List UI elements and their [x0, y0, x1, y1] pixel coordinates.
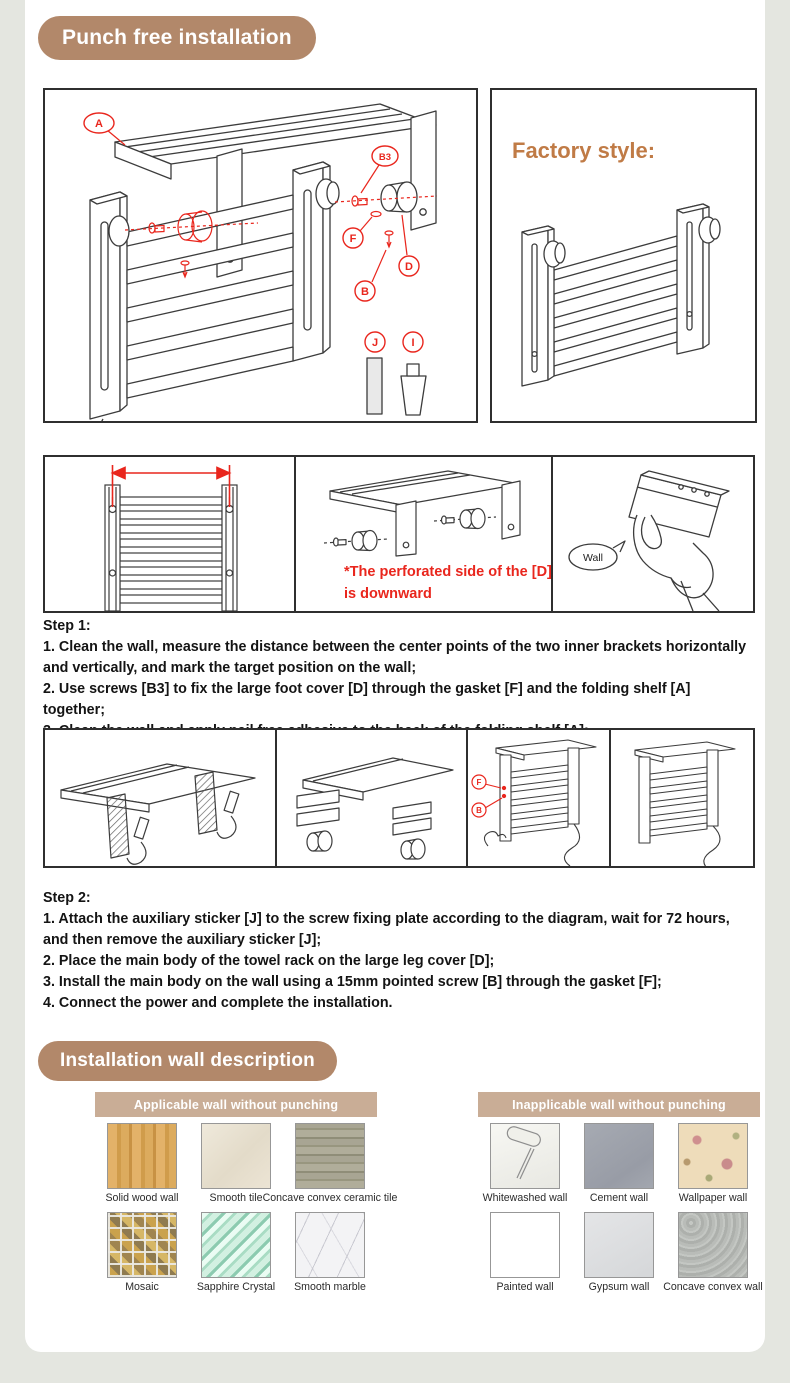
apply-adhesive-illustration [45, 730, 271, 866]
wall-label: Painted wall [496, 1281, 554, 1293]
step2-item-2: 2. Place the main body of the towel rack on the large leg cover [D]; [43, 953, 495, 969]
wall-swatch-smooth-tile [201, 1123, 271, 1204]
wall-label: Gypsum wall [588, 1281, 650, 1293]
step1-item-2: 2. Use screws [B3] to fix the large foot cover [D] through the gasket [F] and the folding shelf [A] together; [43, 681, 691, 718]
section-title-punch-free-label: Punch free installation [62, 26, 292, 49]
ceramic-tile-texture [295, 1123, 365, 1189]
place-covers-panel [275, 730, 466, 866]
wall-label: Smooth tile [209, 1192, 263, 1204]
factory-style-panel [490, 88, 757, 423]
paint-roller-icon [491, 1124, 559, 1188]
wall-swatch-cement [584, 1123, 654, 1204]
wall-bubble-label: Wall [582, 552, 604, 564]
step1-instructions [43, 616, 755, 742]
wall-swatch-painted [490, 1212, 560, 1293]
sapphire-crystal-texture [201, 1212, 271, 1278]
finished-install-panel [609, 730, 753, 866]
wall-swatch-solid-wood [105, 1123, 178, 1204]
wall-swatch-sapphire-crystal [197, 1212, 275, 1293]
wall-label: Sapphire Crystal [196, 1281, 276, 1293]
step2-item-3: 3. Install the main body on the wall using a 15mm pointed screw [B] through the gasket [F]; [43, 974, 662, 990]
press-to-wall-panel [551, 457, 753, 611]
callout-j: J [371, 337, 379, 349]
wall-label: Concave convex wall [663, 1281, 763, 1293]
section-title-wall-description [38, 1041, 337, 1081]
place-covers-illustration [277, 730, 464, 866]
wall-label: Smooth marble [294, 1281, 366, 1293]
content-card [25, 0, 765, 1352]
painted-texture [490, 1212, 560, 1278]
wall-swatch-wallpaper [678, 1123, 748, 1204]
wallpaper-texture [678, 1123, 748, 1189]
step1-item-1: 1. Clean the wall, measure the distance between the center points of the two inner brackets horizontally and vertically, and mark the target position on the wall; [43, 639, 747, 676]
inapplicable-walls-grid [478, 1123, 763, 1293]
cement-texture [584, 1123, 654, 1189]
step2-instructions [43, 888, 755, 1014]
factory-style-illustration [492, 182, 755, 412]
wall-label: Cement wall [589, 1192, 649, 1204]
callout-b: B [361, 286, 369, 298]
wall-label: Whitewashed wall [482, 1192, 568, 1204]
step2-item-4: 4. Connect the power and complete the installation. [43, 995, 393, 1011]
smooth-tile-texture [201, 1123, 271, 1189]
callout-f: F [349, 233, 357, 245]
step2-diagram-row [43, 728, 755, 868]
wall-label: Solid wood wall [105, 1192, 179, 1204]
exploded-diagram-panel [43, 88, 478, 423]
wall-swatch-smooth-marble [294, 1212, 366, 1293]
wall-label: Mosaic [125, 1281, 159, 1293]
measure-distance-panel [45, 457, 294, 611]
wall-swatch-whitewashed [483, 1123, 568, 1204]
wall-swatch-gypsum [584, 1212, 654, 1293]
hand-press-illustration [553, 457, 753, 611]
screw-fixing-illustration [468, 730, 607, 866]
inapplicable-walls-header: Inapplicable wall without punching [478, 1092, 760, 1117]
applicable-walls-column [95, 1092, 398, 1293]
measure-distance-illustration [45, 457, 291, 611]
perforated-side-note-line1: *The perforated side of the [D] [344, 564, 552, 580]
step2-title: Step 2: [43, 890, 91, 906]
measure-diagram-row [43, 455, 755, 613]
section-title-punch-free [38, 16, 316, 60]
finished-install-illustration [611, 730, 753, 866]
screw-fixing-panel [466, 730, 609, 866]
perforated-side-note-line2: is downward [344, 586, 432, 602]
concave-convex-texture [678, 1212, 748, 1278]
foot-cover-panel [294, 457, 551, 611]
wall-swatch-mosaic [107, 1212, 177, 1293]
callout-i: I [411, 337, 415, 349]
exploded-towel-rack-illustration [45, 90, 476, 421]
applicable-walls-grid [95, 1123, 398, 1293]
whitewashed-texture [490, 1123, 560, 1189]
perforated-side-note [344, 561, 552, 605]
callout-b3: B3 [378, 152, 392, 163]
wall-swatch-concave-convex [663, 1212, 763, 1293]
inapplicable-walls-column [478, 1092, 763, 1293]
gypsum-texture [584, 1212, 654, 1278]
factory-style-title: Factory style: [512, 138, 656, 163]
mosaic-texture [107, 1212, 177, 1278]
foot-cover-illustration [296, 457, 548, 557]
panel-callout-f: F [476, 778, 482, 787]
top-diagram-row [43, 88, 757, 423]
callout-d: D [405, 261, 413, 273]
wall-swatch-ceramic-tile [263, 1123, 398, 1204]
step1-title: Step 1: [43, 618, 91, 634]
section-title-wall-description-label: Installation wall description [60, 1050, 315, 1071]
panel-callout-b: B [476, 806, 482, 815]
step2-item-1: 1. Attach the auxiliary sticker [J] to the screw fixing plate according to the diagram, wait for 72 hours, and then remove the auxiliary sticker [J]; [43, 911, 730, 948]
callout-a: A [95, 118, 103, 130]
wall-label: Concave convex ceramic tile [262, 1192, 398, 1204]
solid-wood-texture [107, 1123, 177, 1189]
applicable-walls-header: Applicable wall without punching [95, 1092, 377, 1117]
smooth-marble-texture [295, 1212, 365, 1278]
wall-label: Wallpaper wall [678, 1192, 748, 1204]
apply-adhesive-panel [45, 730, 275, 866]
